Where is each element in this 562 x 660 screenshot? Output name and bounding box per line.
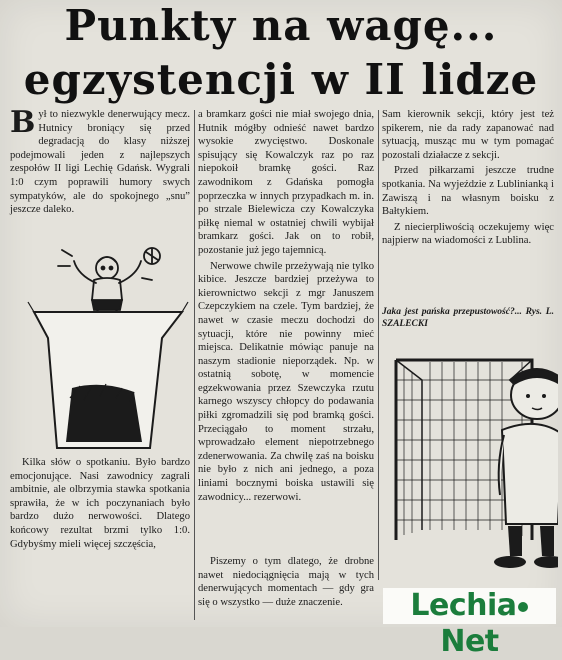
- article-column-1: [10, 105, 190, 219]
- article-column-1-continued: [10, 456, 190, 551]
- drop-cap: B: [10, 105, 36, 140]
- headline-line-1: Punkty na wagę...: [64, 1, 498, 50]
- column-divider: [194, 110, 195, 620]
- article-paragraph: a bramkarz gości nie miał swojego dnia, Hutnik mógłby odnieść nawet bardzo wysokie zwycięstwo. Doskonale spisujący się Kowalczyk raz po raz niepokoił bramkę gości. Raz zawodnikom z Gdańska pomogła poprzeczka w innych przypadkach m. in. po strzale Bielewicza czy Kowalczyka piłkę niemal w ostatniej chwili wybijał bramkarz gości. Jak on to robił, pozostanie już jego tajemnicą.: [198, 109, 374, 256]
- cartoon-caption: Jaka jest pańska przepustowość?... Rys. L. SZALECKI: [382, 307, 554, 329]
- article-column-2-end: [198, 555, 374, 609]
- article-paragraph: Przed piłkarzami jeszcze trudne spotkania. Na wyjeździe z Lublinianką i Zawiszą i na własnym boisku z Bałtykiem.: [382, 165, 554, 218]
- article-paragraph: Sam kierownik sekcji, który jest też spikerem, nie da rady zapanować nad sytuacją, musząc mu w tym pomagać pozostali działacze z sekcji.: [382, 109, 554, 161]
- article-paragraph: Kilka słów o spotkaniu. Było bardzo emocjonujące. Nasi zawodnicy zagrali ambitnie, ale olbrzymia stawka spotkania sprawiła, że w ich poczynaniach było bardzo dużo nerwowości. Dlatego końcowy rezultat brzmi tylko 1:0. Gdybyśmy mieli więcej szczęścia,: [10, 457, 190, 550]
- article-paragraph: Nerwowe chwile przeżywają nie tylko kibice. Jeszcze bardziej przeżywa to kierownictwo sekcji z mgr Januszem Czepczykiem na czele. Tym bardziej, że nawet w czasie meczu dochodzi do sytuacji, które nie powinny mieć miejsca. Delikatnie mówiąc panuje na naszym stadionie nieporządek. Np. w ostatnią sobotę, w momencie egzekwowania przez Szewczyka rzutu karnego wszyscy chłopcy do podawania piłki zgromadzili się pod bramką gości. Przeciągało to moment strzału, wprowadzało element niepotrzebnego zdenerwowania. Za chwilę zaś na boisku nie było z nich ani jednego, a poza liniami bocznymi boiska ustawili się zawodnicy... rezerwowi.: [198, 260, 374, 503]
- cartoon-jumping-player: [12, 238, 192, 453]
- soccer-ball-icon: [518, 602, 528, 612]
- lechia-net-watermark: [383, 588, 556, 659]
- lead-text: ył to niezwykle denerwujący mecz. Hutnicy broniący się przed degradacją do klasy niższej podejmowali jeden z najlepszych zespołów II ligi Lechię Gdańsk. Wygrali 1:0 czym poprawili humory swych sympatyków, ale do spokojnego „snu” jeszcze daleko.: [10, 109, 190, 216]
- watermark-text-net: Net: [440, 624, 499, 659]
- article-column-2: [198, 108, 374, 506]
- column-divider: [378, 110, 379, 580]
- headline-line-2: egzystencji w II lidze: [23, 55, 539, 104]
- article-paragraph: Z niecierpliwością oczekujemy więc najpierw na wiadomości z Lublina.: [382, 221, 554, 247]
- cartoon-goalkeeper: [382, 340, 558, 580]
- article-column-3: [382, 108, 554, 250]
- watermark-text-lechia: Lechia: [410, 588, 517, 623]
- article-lead-paragraph: [10, 105, 190, 217]
- article-paragraph: Piszemy o tym dlatego, że drobne nawet niedociągnięcia mają w tych denerwujących momentach — gdy gra się o wszystko — duże znaczenie.: [198, 556, 374, 608]
